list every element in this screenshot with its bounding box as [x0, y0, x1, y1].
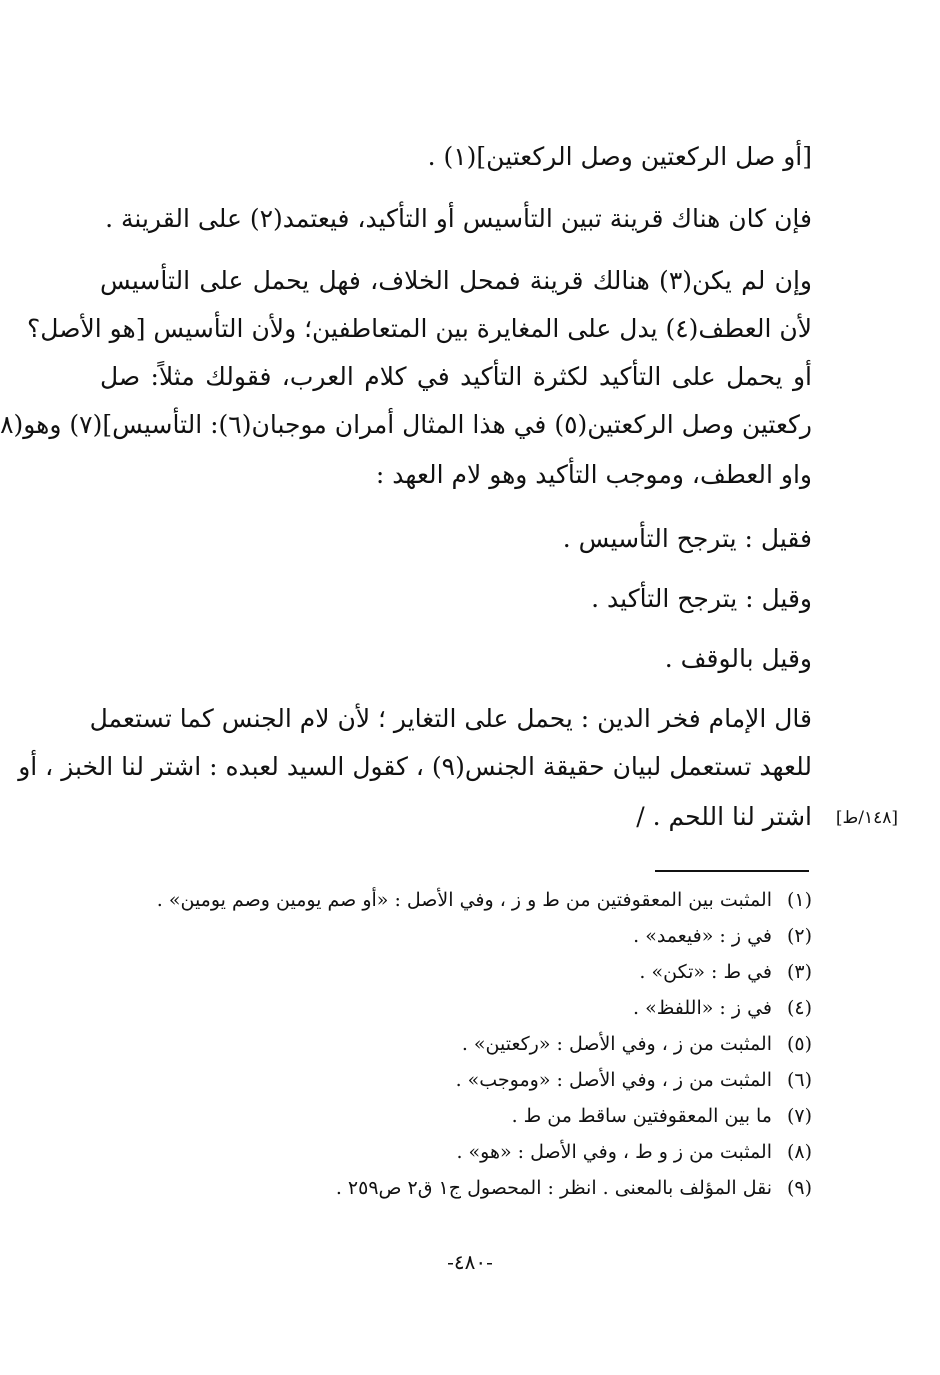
footnote-text: ما بين المعقوفتين ساقط من ط .: [511, 1105, 772, 1127]
footnote-5: [100, 1029, 812, 1059]
footnote-number: (٥): [786, 1033, 812, 1055]
footnote-6: [100, 1065, 812, 1095]
footnote-3: [100, 957, 812, 987]
text-line-8: فقيل : يترجح التأسيس .: [562, 524, 812, 553]
footnote-9: [100, 1173, 812, 1203]
text-line-6: ركعتين وصل الركعتين(٥) في هذا المثال أمران موجبان(٦): التأسيس](٧) وهو(٨: [0, 410, 812, 439]
footnote-number: (١): [786, 889, 812, 911]
footnote-number: (٣): [786, 961, 812, 983]
text-line-3: وإن لم يكن(٣) هنالك قرينة فمحل الخلاف، فهل يحمل على التأسيس: [100, 266, 813, 295]
text-line-1: [أو صل الركعتين وصل الركعتين](١) .: [427, 142, 812, 171]
footnote-7: [100, 1101, 812, 1131]
footnote-text: المثبت بين المعقوفتين من ط و ز ، وفي الأصل : «أو صم يومين وصم يومين» .: [156, 889, 772, 911]
footnote-text: في ز : «اللفظ» .: [633, 997, 772, 1019]
footnote-text: في ط : «تكن» .: [639, 961, 772, 983]
footnote-text: نقل المؤلف بالمعنى . انظر : المحصول ج١ ق٢ ص٢٥٩ .: [335, 1177, 772, 1199]
footnote-text: في ز : «فيعمد» .: [633, 925, 772, 947]
footnote-text: المثبت من ز و ط ، وفي الأصل : «هو» .: [456, 1141, 772, 1163]
footnote-text: المثبت من ز ، وفي الأصل : «ركعتين» .: [461, 1033, 772, 1055]
footnote-number: (٦): [786, 1069, 812, 1091]
text-line-7: واو العطف، وموجب التأكيد وهو لام العهد :: [375, 460, 812, 489]
footnote-4: [100, 993, 812, 1023]
footnote-number: (٨): [786, 1141, 812, 1163]
text-line-13: اشتر لنا اللحم . /: [636, 802, 812, 831]
text-line-11: قال الإمام فخر الدين : يحمل على التغاير ؛ لأن لام الجنس كما تستعمل: [89, 704, 812, 733]
page-number: -٤٨٠-: [447, 1250, 493, 1274]
footnote-number: (٧): [786, 1105, 812, 1127]
footnote-2: [100, 921, 812, 951]
text-line-2: فإن كان هناك قرينة تبين التأسيس أو التأكيد، فيعتمد(٢) على القرينة .: [105, 204, 812, 233]
footnote-number: (٤): [786, 997, 812, 1019]
footnote-text: المثبت من ز ، وفي الأصل : «وموجب» .: [455, 1069, 772, 1091]
footnote-separator: [655, 870, 809, 872]
text-line-4: لأن العطف(٤) يدل على المغايرة بين المتعاطفين؛ ولأن التأسيس [هو الأصل؟: [27, 314, 812, 343]
text-line-10: وقيل بالوقف .: [664, 644, 812, 673]
footnote-number: (٩): [786, 1177, 812, 1199]
text-line-5: أو يحمل على التأكيد لكثرة التأكيد في كلام العرب، فقولك مثلاً: صل: [100, 362, 812, 391]
footnote-number: (٢): [786, 925, 812, 947]
footnote-8: [100, 1137, 812, 1167]
footnote-1: [100, 885, 812, 915]
text-line-9: وقيل : يترجح التأكيد .: [591, 584, 812, 613]
margin-page-reference: [١٤٨/ط]: [835, 808, 898, 828]
text-line-12: للعهد تستعمل لبيان حقيقة الجنس(٩) ، كقول السيد لعبده : اشتر لنا الخبز ، أو: [18, 752, 812, 781]
